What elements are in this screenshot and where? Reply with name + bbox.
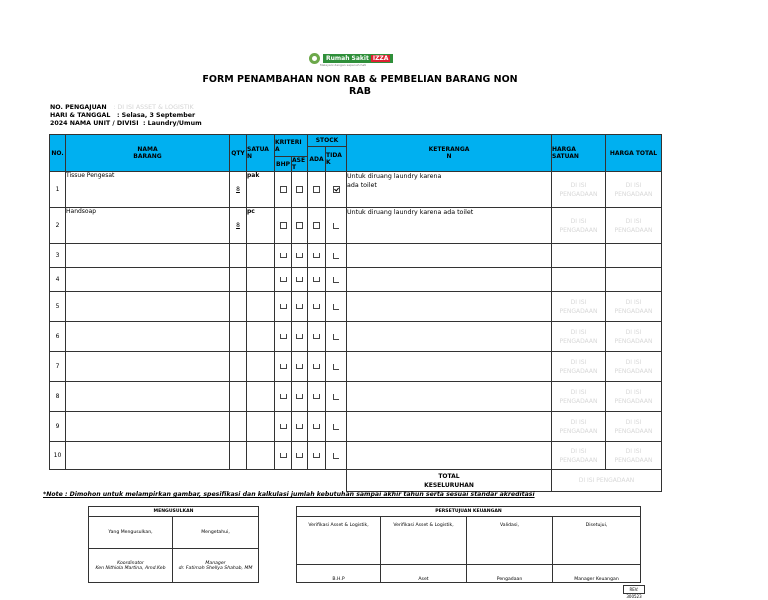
checkbox-tidak[interactable]	[326, 244, 347, 268]
table-row	[50, 172, 662, 208]
checkbox-bhp[interactable]	[275, 322, 292, 352]
row-keterangan: Untuk diruang laundry karena ada toilet	[347, 172, 552, 208]
row-qty	[230, 244, 247, 268]
checkbox-ada[interactable]	[308, 442, 326, 470]
meta-unit: 2024 NAMA UNIT / DIVISI : Laundry/Umum	[50, 120, 202, 127]
row-satuan	[247, 442, 275, 470]
row-keterangan	[347, 292, 552, 322]
row-harga-total	[606, 268, 662, 292]
checkbox-bhp[interactable]	[275, 412, 292, 442]
checkbox-bhp[interactable]	[275, 208, 292, 244]
table-row	[50, 322, 662, 352]
header-aset: ASE T	[292, 157, 308, 172]
logo-name: Rumah Sakit	[326, 54, 369, 62]
checkbox-tidak[interactable]	[326, 442, 347, 470]
row-keterangan	[347, 442, 552, 470]
checkbox-aset[interactable]	[292, 244, 308, 268]
row-keterangan	[347, 268, 552, 292]
checkbox-aset[interactable]	[292, 442, 308, 470]
row-qty	[230, 292, 247, 322]
checkbox-aset[interactable]	[292, 172, 308, 208]
row-harga-total: DI ISI PENGADAAN	[606, 172, 662, 208]
row-harga-total: DI ISI PENGADAAN	[606, 382, 662, 412]
header-stock: STOCK	[308, 135, 347, 147]
row-harga-satuan	[552, 268, 606, 292]
row-harga-total: DI ISI PENGADAAN	[606, 208, 662, 244]
row-harga-satuan: DI ISI PENGADAAN	[552, 322, 606, 352]
row-qty: 8	[230, 172, 247, 208]
note-text: *Note : Dimohon untuk melampirkan gambar, spesifikasi dan kalkulasi jumlah kebutuhan sampai akhir tahun serta sesuai standar akreditasi	[43, 491, 535, 498]
row-harga-total: DI ISI PENGADAAN	[606, 442, 662, 470]
row-harga-total: DI ISI PENGADAAN	[606, 292, 662, 322]
checkbox-aset[interactable]	[292, 412, 308, 442]
row-satuan	[247, 412, 275, 442]
signer-2: Manager dr. Fatimah Shellya Shahab, MM	[173, 549, 259, 583]
row-harga-satuan: DI ISI PENGADAAN	[552, 412, 606, 442]
row-harga-total: DI ISI PENGADAAN	[606, 352, 662, 382]
form-title: FORM PENAMBAHAN NON RAB & PEMBELIAN BARANG NON RAB	[202, 74, 518, 97]
row-qty: 8	[230, 208, 247, 244]
checkbox-tidak[interactable]	[326, 268, 347, 292]
row-nama: Tissue Pengesat	[66, 172, 230, 208]
checkbox-bhp[interactable]	[275, 172, 292, 208]
row-keterangan	[347, 244, 552, 268]
meta-hari: HARI & TANGGAL : Selasa, 3 September	[50, 112, 196, 119]
table-row	[50, 352, 662, 382]
header-bhp: BHP	[275, 157, 292, 172]
checkbox-ada[interactable]	[308, 322, 326, 352]
logo-name-accent: IZZA	[372, 54, 389, 62]
checkbox-ada[interactable]	[308, 292, 326, 322]
checkbox-ada[interactable]	[308, 244, 326, 268]
mengusulkan-table	[88, 506, 259, 583]
row-qty	[230, 352, 247, 382]
table-row	[50, 382, 662, 412]
checkbox-bhp[interactable]	[275, 268, 292, 292]
table-row	[50, 442, 662, 470]
checkbox-tidak[interactable]	[326, 412, 347, 442]
row-qty	[230, 412, 247, 442]
row-harga-satuan: DI ISI PENGADAAN	[552, 382, 606, 412]
row-satuan	[247, 352, 275, 382]
checkbox-ada[interactable]	[308, 172, 326, 208]
total-label: TOTAL KESELURUHAN	[347, 470, 552, 492]
checkbox-tidak[interactable]	[326, 352, 347, 382]
row-no: 4	[50, 268, 66, 292]
checkbox-tidak[interactable]	[326, 172, 347, 208]
row-keterangan: Untuk diruang laundry karena ada toilet	[347, 208, 552, 244]
checkbox-bhp[interactable]	[275, 244, 292, 268]
row-nama	[66, 382, 230, 412]
persetujuan-table	[296, 506, 641, 583]
checkbox-bhp[interactable]	[275, 442, 292, 470]
checkbox-aset[interactable]	[292, 292, 308, 322]
header-tidak: TIDA K	[326, 147, 347, 172]
header-keterangan: KETERANGA N	[347, 135, 552, 172]
row-nama	[66, 292, 230, 322]
checkbox-tidak[interactable]	[326, 208, 347, 244]
row-harga-satuan: DI ISI PENGADAAN	[552, 172, 606, 208]
persetujuan-header: PERSETUJUAN KEUANGAN	[297, 507, 641, 517]
row-harga-total	[606, 244, 662, 268]
signer-1: Koordinator Ken Nithiola Martina, Amd.Keb	[89, 549, 173, 583]
table-row	[50, 412, 662, 442]
row-harga-satuan: DI ISI PENGADAAN	[552, 292, 606, 322]
checkbox-aset[interactable]	[292, 352, 308, 382]
checkbox-tidak[interactable]	[326, 382, 347, 412]
header-nama: NAMA BARANG	[66, 135, 230, 172]
row-harga-satuan: DI ISI PENGADAAN	[552, 442, 606, 470]
checkbox-aset[interactable]	[292, 268, 308, 292]
checkbox-aset[interactable]	[292, 208, 308, 244]
header-satuan: SATUA N	[247, 135, 275, 172]
row-nama: Handsoap	[66, 208, 230, 244]
row-nama	[66, 442, 230, 470]
row-keterangan	[347, 322, 552, 352]
row-nama	[66, 244, 230, 268]
checkbox-tidak[interactable]	[326, 292, 347, 322]
row-no: 2	[50, 208, 66, 244]
row-satuan: pc	[247, 208, 275, 244]
logo-emblem-icon	[309, 53, 320, 64]
persetujuan-col: Disetujui,	[553, 517, 641, 565]
checkbox-aset[interactable]	[292, 322, 308, 352]
row-qty	[230, 268, 247, 292]
row-no: 6	[50, 322, 66, 352]
table-row	[50, 268, 662, 292]
checkbox-tidak[interactable]	[326, 322, 347, 352]
table-row	[50, 292, 662, 322]
row-satuan	[247, 322, 275, 352]
row-harga-satuan: DI ISI PENGADAAN	[552, 208, 606, 244]
row-no: 9	[50, 412, 66, 442]
checkbox-bhp[interactable]	[275, 352, 292, 382]
row-nama	[66, 412, 230, 442]
persetujuan-signer: Manager Keuangan	[553, 565, 641, 583]
row-harga-satuan	[552, 244, 606, 268]
meta-pengajuan: NO. PENGAJUAN : DI ISI ASSET & LOGISTIK	[50, 104, 194, 111]
persetujuan-col: Verifikasi Asset & Logistik,	[381, 517, 467, 565]
persetujuan-signer: Pengadaan	[467, 565, 553, 583]
row-nama	[66, 268, 230, 292]
items-table	[49, 134, 662, 492]
checkbox-bhp[interactable]	[275, 382, 292, 412]
checkbox-bhp[interactable]	[275, 292, 292, 322]
table-row	[50, 208, 662, 244]
persetujuan-col: Verifikasi Asset & Logistik,	[297, 517, 381, 565]
checkbox-aset[interactable]	[292, 382, 308, 412]
header-harga-total: HARGA TOTAL	[606, 135, 662, 172]
checkbox-ada[interactable]	[308, 382, 326, 412]
header-kriteria: KRITERI A	[275, 135, 308, 157]
header-ada: ADA	[308, 147, 326, 172]
row-keterangan	[347, 412, 552, 442]
revision-label: REV: 300523	[623, 585, 645, 594]
row-no: 5	[50, 292, 66, 322]
row-satuan	[247, 382, 275, 412]
row-no: 10	[50, 442, 66, 470]
row-satuan	[247, 268, 275, 292]
header-harga-satuan: HARGA SATUAN	[552, 135, 606, 172]
row-qty	[230, 442, 247, 470]
checkbox-ada[interactable]	[308, 352, 326, 382]
row-no: 8	[50, 382, 66, 412]
row-harga-total: DI ISI PENGADAAN	[606, 322, 662, 352]
total-value: DI ISI PENGADAAN	[552, 470, 662, 492]
row-keterangan	[347, 352, 552, 382]
row-harga-satuan: DI ISI PENGADAAN	[552, 352, 606, 382]
persetujuan-signer: Aset	[381, 565, 467, 583]
mengusulkan-col2: Mengetahui,	[173, 517, 259, 549]
row-harga-total: DI ISI PENGADAAN	[606, 412, 662, 442]
row-no: 7	[50, 352, 66, 382]
checkbox-ada[interactable]	[308, 268, 326, 292]
checkbox-ada[interactable]	[308, 412, 326, 442]
row-satuan	[247, 292, 275, 322]
row-satuan	[247, 244, 275, 268]
table-row	[50, 244, 662, 268]
row-qty	[230, 322, 247, 352]
row-satuan: pak	[247, 172, 275, 208]
mengusulkan-header: MENGUSULKAN	[89, 507, 259, 517]
checkbox-ada[interactable]	[308, 208, 326, 244]
logo-tagline: Melayani dengan sepenuh hati	[320, 63, 367, 67]
row-no: 3	[50, 244, 66, 268]
row-nama	[66, 352, 230, 382]
row-qty	[230, 382, 247, 412]
header-no: NO.	[50, 135, 66, 172]
mengusulkan-col1: Yang Mengusulkan,	[89, 517, 173, 549]
persetujuan-signer: B.H.P	[297, 565, 381, 583]
row-no: 1	[50, 172, 66, 208]
row-keterangan	[347, 382, 552, 412]
persetujuan-col: Validasi,	[467, 517, 553, 565]
header-qty: QTY	[230, 135, 247, 172]
row-nama	[66, 322, 230, 352]
